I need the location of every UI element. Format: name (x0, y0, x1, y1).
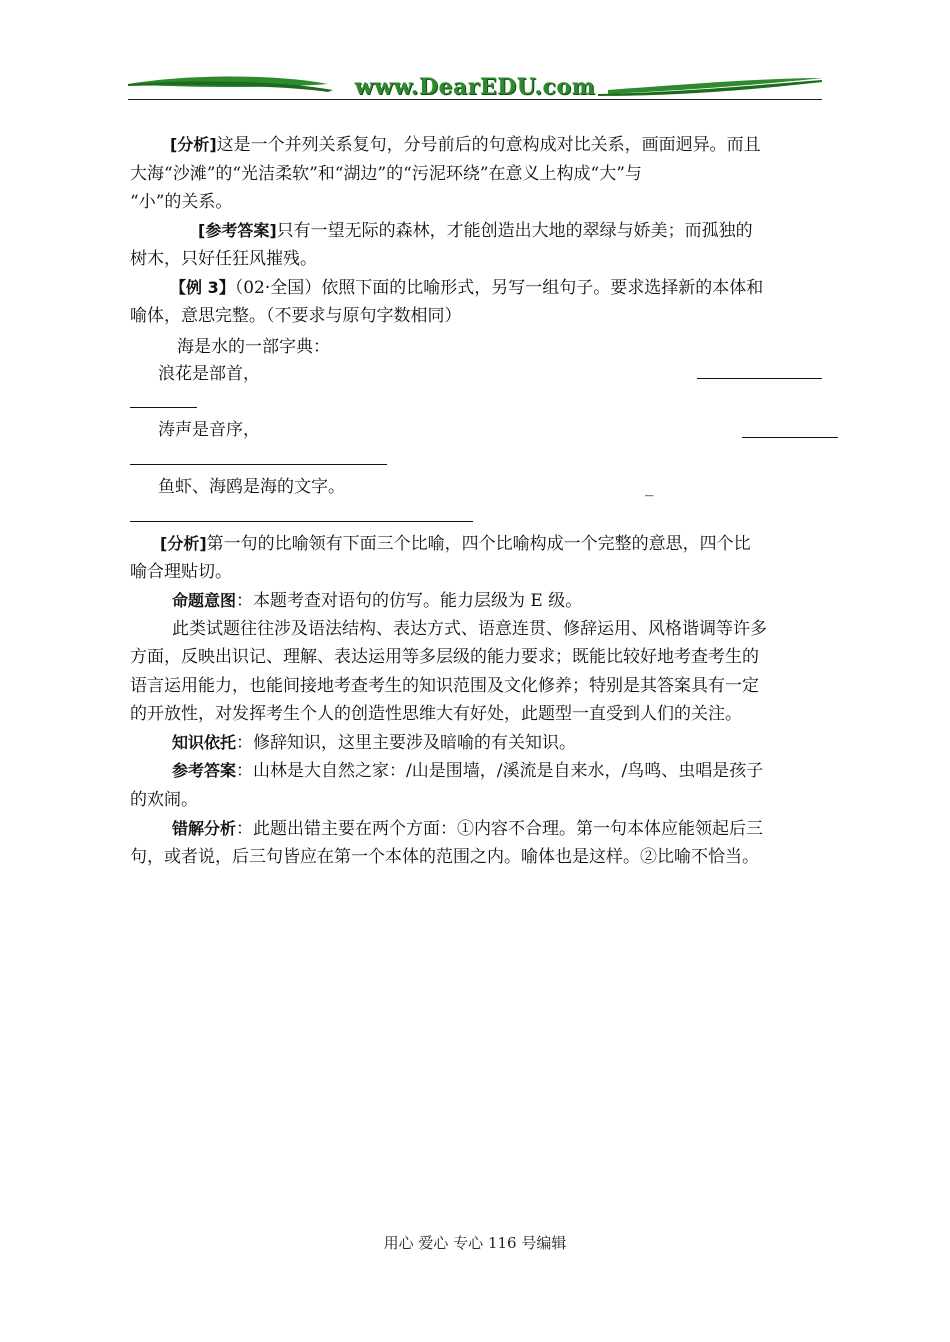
sea-dictionary-sentence: 海是水的一部字典： (177, 337, 330, 357)
analysis-paragraph-1-line-2: 大海“沙滩”的“光洁柔软”和“湖边”的“污泥环绕”在意义上构成“大”与 (130, 164, 642, 184)
knowledge-paragraph: 知识依托：修辞知识，这里主要涉及暗喻的有关知识。 (172, 733, 577, 753)
example-3-line-2: 喻体，意思完整。（不要求与原句字数相同） (130, 306, 462, 326)
error-analysis-line-1: 错解分析：此题出错主要在两个方面：①内容不合理。第一句本体应能领起后三 (172, 819, 764, 839)
analysis-paragraph-2-line-2: 喻合理贴切。 (130, 562, 232, 582)
blank-line (742, 437, 838, 438)
analysis-paragraph-1-line-3: “小”的关系。 (130, 192, 233, 212)
analysis-tag: [分析] (160, 534, 207, 553)
discussion-line-2: 方面，反映出识记、理解、表达运用等多层级的能力要求；既能比较好地考查考生的 (130, 647, 759, 667)
tide-sentence: 涛声是音序， (158, 420, 260, 440)
blank-line (697, 378, 822, 379)
example-3-line-1: 【例 3】（02·全国）依照下面的比喻形式，另写一组句子。要求选择新的本体和 (170, 278, 764, 298)
fish-sentence: 鱼虾、海鸥是海的文字。 (158, 477, 345, 497)
site-logo-text: www.DearEDU.com (354, 74, 596, 100)
discussion-line-1: 此类试题往往涉及语法结构、表达方式、语意连贯、修辞运用、风格谐调等许多 (172, 619, 767, 639)
reference-answer-tag: 参考答案 (172, 761, 237, 780)
discussion-line-4: 的开放性，对发挥考生个人的创造性思维大有好处，此题型一直受到人们的关注。 (130, 704, 742, 724)
answer-paragraph-line-2: 树木，只好任狂风摧残。 (130, 249, 317, 269)
intent-tag: 命题意图 (172, 591, 237, 610)
analysis-tag: [分析] (170, 135, 217, 154)
analysis-paragraph-2-line-1: [分析]第一句的比喻领有下面三个比喻，四个比喻构成一个完整的意思，四个比 (160, 534, 751, 554)
intent-paragraph: 命题意图：本题考查对语句的仿写。能力层级为 E 级。 (172, 591, 583, 611)
error-analysis-tag: 错解分析 (172, 819, 237, 838)
header-rule (128, 99, 822, 100)
knowledge-tag: 知识依托 (172, 733, 237, 752)
error-analysis-line-2: 句，或者说，后三句皆应在第一个本体的范围之内。喻体也是这样。②比喻不恰当。 (130, 847, 759, 867)
blank-line (130, 464, 387, 465)
page-footer: 用心 爱心 专心 116 号编辑 (383, 1234, 567, 1252)
wave-sentence: 浪花是部首， (158, 364, 260, 384)
example-tag: 【例 3】 (170, 278, 235, 297)
page-header (128, 70, 822, 106)
answer-tag: [参考答案] (198, 221, 277, 240)
blank-line (130, 407, 197, 408)
answer-paragraph-line-1: [参考答案]只有一望无际的森林，才能创造出大地的翠绿与娇美；而孤独的 (198, 221, 753, 241)
reference-answer-line-2: 的欢闹。 (130, 790, 198, 810)
analysis-paragraph-1-line-1: [分析]这是一个并列关系复句，分号前后的句意构成对比关系，画面迥异。而且 (170, 135, 761, 155)
reference-answer-line-1: 参考答案：山林是大自然之家：/山是围墙，/溪流是自来水，/鸟鸣、虫唱是孩子 (172, 761, 764, 781)
blank-line (130, 521, 473, 522)
discussion-line-3: 语言运用能力，也能间接地考查考生的知识范围及文化修养；特别是其答案具有一定 (130, 676, 759, 696)
underscore-mark: _ (645, 477, 654, 497)
